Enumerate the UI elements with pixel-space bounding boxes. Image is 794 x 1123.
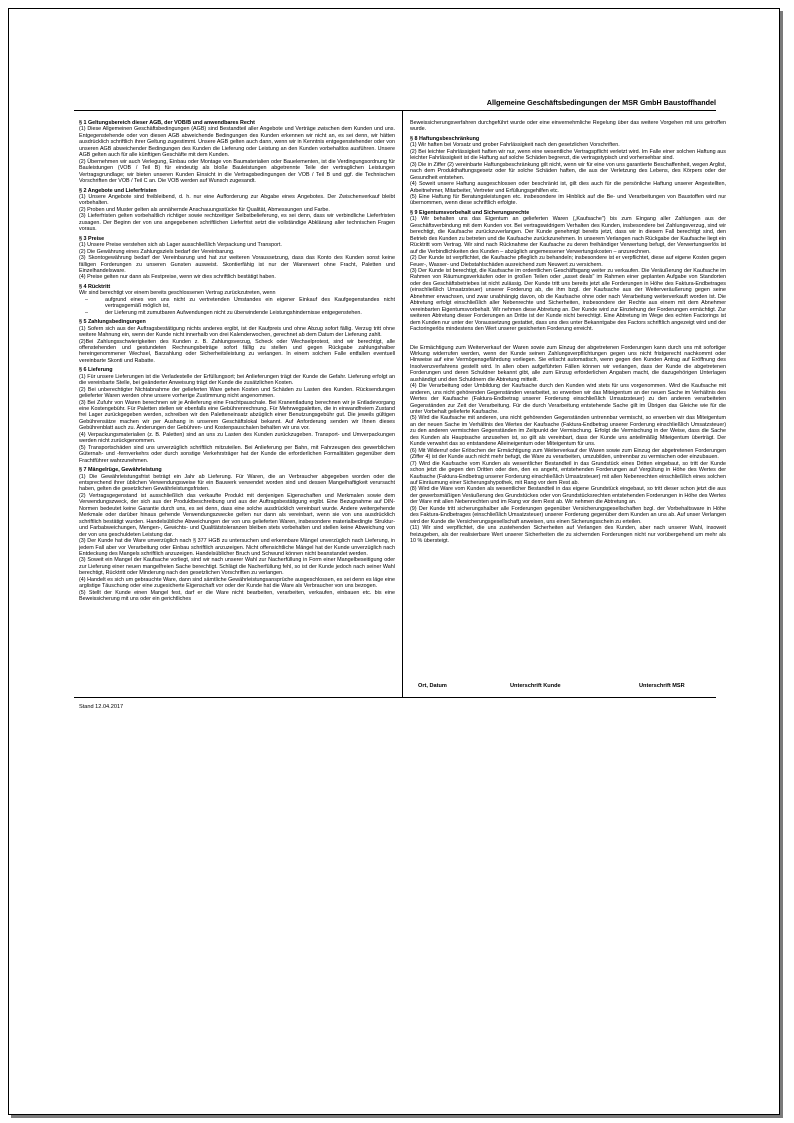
paragraph: (4) Handelt es sich um gebrauchte Ware, dann sind sämtliche Gewährleistungsansprüche ausgeschlossen, es sei denn es läge eine arglistige Täuschung oder eine zugesicherte Eigenschaft vor oder der Kunde hat die Ware als Verbraucher von uns bezogen. (79, 576, 395, 590)
signature-place-date: Ort, Datum (418, 683, 447, 689)
list-item-text: der Lieferung mit zumutbaren Aufwendungen nicht zu überwindende Leistungshindernisse entgegenstehen. (105, 309, 362, 316)
dash-bullet: – (85, 309, 88, 316)
paragraph: (3) Lieferfristen gelten vorbehaltlich richtiger sowie rechtzeitiger Selbstbelieferung, es sei denn, dass wir verbindliche Lieferfristen zusagen. Der Beginn der von uns angegebenen schriftlichen Lieferfrist setzt die vollständige Abklärung aller technischen Fragen voraus. (79, 213, 395, 233)
paragraph: (5) Eine Haftung für Beratungsleistungen etc. insbesondere im Hinblick auf die Be- und Verarbeitungen von Baustoffen wird nur übernommen, wenn diese schriftlich erfolgte. (410, 193, 726, 207)
section-heading: § 4 Rücktritt (79, 283, 111, 290)
paragraph: (1) Unsere Preise verstehen sich ab Lager ausschließlich Verpackung und Transport. (79, 242, 282, 249)
section-heading: § 7 Mängelrüge, Gewährleistung (79, 467, 162, 474)
paragraph: (1) Unsere Angebote sind freibleibend, d. h. nur eine Aufforderung zur Abgabe eines Angebotes. Der Zwischenverkauf bleibt vorbehalten. (79, 193, 395, 207)
paragraph: (4) Preise gelten nur dann als Festpreise, wenn wir dies schriftlich bestätigt haben. (79, 274, 276, 281)
paragraph: (5) Stellt der Kunde einen Mangel fest, darf er die Ware nicht bearbeiten, verarbeiten, verkaufen, einbauen etc. bis eine Beweissicherung mit uns oder ein gerichtliches (79, 589, 395, 603)
paragraph: (2) Übernehmen wir auch Verlegung, Einbau oder Montage von Baumaterialien oder Bauelementen, ist die Verdingungsordnung für Bauleistungen (VOB / Teil B) für eindeutig als bloße Bauleistungen abgetrennte Teile der vertraglichen Leistungen Vertragsgrundlage; wir bieten unseren Kunden Einsicht in die Vertragsbedingungen der VOB / Teil B und ggf. die Technischen Vorschriften der VOB / Teil C an. Die VOB werden auf Wunsch zugesandt. (79, 158, 395, 185)
signature-customer: Unterschrift Kunde (510, 683, 561, 689)
paragraph: (4) Die Verarbeitung oder Umbildung der Kaufsache durch den Kunden wird stets für uns vorgenommen. Wird die Kaufsache mit anderen, uns nicht gehörenden Gegenständen verarbeitet, so erwerben wir das Miteigentum an der neuen Sache im Verhältnis des Wertes der Kaufsache (Faktura-Endbetrag unserer Forderung einschließlich Umsatzsteuer) zu den anderen verarbeiteten Gegenständen zur Zeit der Verarbeitung. Für die durch Verarbeitung entstehende Sache gilt im Übrigen das Gleiche wie für die unter Vorbehalt gelieferte Kaufsache. (410, 383, 726, 416)
paragraph: (1) Wir haften bei Vorsatz und grober Fahrlässigkeit nach den gesetzlichen Vorschriften. (410, 142, 620, 149)
paragraph-gap (410, 333, 726, 345)
paragraph: (1) Sofern sich aus der Auftragsbestätigung nichts anderes ergibt, ist der Kaufpreis und ohne Abzug sofort fällig. Verzug tritt ohne weitere Mahnung ein, wenn der Kunde nicht innerhalb von drei Kalenderwochen, gerechnet ab dem Datum der Lieferung zahlt. (79, 325, 395, 339)
paragraph: (2) Vertragsgegenstand ist ausschließlich das verkaufte Produkt mit denjenigen Eigenschaften und Merkmalen sowie dem Verwendungszweck, der sich aus der Produktbeschreibung und aus der Auftragsbestätigung ergibt. Eine Bezugnahme auf DIN-Normen bedeutet keine Garantie durch uns, es sei denn, dass eine solche ausdrücklich vereinbart wurde. Andere weitergehende Merkmale oder darüber hinaus gehende Verwendungszwecke gelten nur dann als vereinbart, wenn sie von uns ausdrücklich schriftlich bestätigt wurden. Handelsübliche Abweichungen der von uns gelieferten Waren, insbesondere materialbedingte Struktur- und Farbabweichungen, Mengen-, Gewichts- und Qualitätstoleranzen bleiben stets vorbehalten und stellen keine Abweichung von der von uns geschuldeten Leistung dar. (79, 492, 395, 538)
paragraph: (3) Der Kunde ist berechtigt, die Kaufsache im ordentlichen Geschäftsgang weiter zu verkaufen. Die Veräußerung der Kaufsache im Rahmen von Räumungsverkäufen oder in großen Teilen oder „asset deals" im Rahmen einer geplanten Aufgabe von Standorten oder des Geschäftsbetriebes ist nicht zulässig. Der Kunde tritt uns bereits jetzt alle Forderungen in Höhe des Faktura-Endbetrages (einschließlich Umsatzsteuer) unserer Forderung ab, die ihm bzgl. der Kaufsache aus der Weiterveräußerung gegen seine Abnehmer erwachsen, und zwar unabhängig davon, ob die Kaufsache ohne oder nach Verarbeitung weiterverkauft worden ist. Die Abtretung erfolgt einschließlich aller Nebenrechte und Sicherheiten, insbesondere der Rechte aus einem mit dem Abnehmer vereinbarten Eigentumsvorbehalt. Wir nehmen diese Abtretung an. Der Kunde wird zur Einziehung der Forderungen ermächtigt. Zur weiteren Abtretung dieser Forderungen an Dritte ist der Kunde nicht berechtigt. Eine Abtretung im Wege des echten Factorings ist dem Kunden nur unter der Voraussetzung gestattet, dass uns dies unter Bekanntgabe des Factors schriftlich angezeigt wird und der Factoringerlös mindestens den Wert unserer gesicherten Forderung erreicht. (410, 267, 726, 333)
paragraph: (2) Proben und Muster gelten als annähernde Anschauungsstücke für Qualität, Abmessungen und Farbe. (79, 206, 330, 213)
paragraph: (11) Wir sind verpflichtet, die uns zustehenden Sicherheiten auf Verlangen des Kunden, aber nach unserer Wahl, insoweit freizugeben, als der realisierbare Wert unserer Sicherheiten die zu sichernden Forderungen nicht nur vorübergehend um mehr als 10 % übersteigt. (410, 525, 726, 545)
paragraph: (2)Bei Zahlungsschwierigkeiten des Kunden z. B. Zahlungsverzug, Scheck oder Wechselprotest, sind wir berechtigt, alle offenstehenden und gestundeten Rechnungsbeträge sofort fällig zu stellen und gegen Rückgabe zahlungshalber hereingenommener Wechsel, Barzahlung oder Sicherheitsleistung zu verlangen. In einem solchen Falle entfallen eventuell vereinbarte Skonti und Rabatte. (79, 338, 395, 364)
section-heading: § 6 Lieferung (79, 367, 113, 374)
paragraph: (7) Wird die Kaufsache vom Kunden als wesentlicher Bestandteil in das Grundstück eines Dritten eingebaut, so tritt der Kunde schon jetzt die gegen den Dritten oder den, den es angeht, entstehenden Forderungen auf Vergütung in Höhe des Wertes der Kaufsache (Faktura-Endbetrag unserer Forderung einschließlich Umsatzsteuer) mit allen Nebenrechten einschließlich eines solchen auf Einräumung einer Sicherungshypothek, mit Rang vor dem Rest ab. (410, 460, 726, 487)
paragraph: (3) Bei Zufuhr von Waren berechnen wir je Anlieferung eine Frachtpauschale. Bei Kranentladung berechnen wir je Entladevorgang eine Kostengebühr. Für Paletten stellen wir ebenfalls eine Gebührenrechnung. Für Mehrwegpaletten, die in einwandfreiem Zustand frei Lager zurückgegeben werden, schreiben wir den Paletteneinsatz abzüglich einer Benutzungsgebühr gut. Die jeweils gültigen Gebührensätze machen wir per Aushang in unserem Geschäftslokal bekannt. Auf Anforderung senden wir Ihnen dieses Gebührenblatt auch zu. Änderungen der Gebühren- und Kostenpauschalen behalten wir uns vor. (79, 399, 395, 432)
signature-msr: Unterschrift MSR (639, 683, 685, 689)
list-item-text: aufgrund eines von uns nicht zu vertretenden Umstandes ein eigener Einkauf des Kaufgegenstandes nicht vertragsgemäß möglich ist, (105, 296, 395, 310)
paragraph: (8) Wird die Ware vom Kunden als wesentlicher Bestandteil in das eigene Grundstück eingebaut, so tritt dieser schon jetzt die aus der gewerbsmäßigen Veräußerung des Grundstückes oder von Grundstücksrechten entstehenden Forderungen in Höhe des Wertes der Ware mit allen Nebenrechten und im Rang vor dem Rest ab. Wir nehmen die Abtretung an. (410, 486, 726, 506)
document-title: Allgemeine Geschäftsbedingungen der MSR GmbH Baustoffhandel (486, 98, 716, 107)
column-separator (402, 110, 403, 697)
paragraph: (4) Soweit unsere Haftung ausgeschlossen oder beschränkt ist, gilt dies auch für die persönliche Haftung unserer Angestellten, Arbeitnehmer, Mitarbeiter, Vertreter und Erfüllungsgehilfen etc. (410, 181, 726, 194)
list-item (79, 310, 395, 316)
paragraph: (2) Die Gewährung eines Zahlungsziels bedarf der Vereinbarung. (79, 248, 235, 255)
paragraph: (2) Bei leichter Fahrlässigkeit haften wir nur, wenn eine wesentliche Vertragspflicht verletzt wird. Im Falle einer solchen Haftung aus leichter Fahrlässigkeit ist die Haftung auf solche Schäden begrenzt, die vertragstypisch und vorhersehbar sind. (410, 148, 726, 162)
section-heading: § 9 Eigentumsvorbehalt und Sicherungsrechte (410, 209, 530, 216)
paragraph: (5) Transportschäden sind uns unverzüglich schriftlich mitzuteilen. Bei Anlieferung per Bahn, mit Fahrzeugen des gewerblichen Güternah- und -fernverkehrs oder durch sonstige Verkehrsträger hat der Kunde die erforderlichen Formalitäten gegenüber dem Frachtführer wahrzunehmen. (79, 444, 395, 464)
paragraph: (1) Für unsere Lieferungen ist die Verladestelle der Erfüllungsort; bei Anlieferungen trägt der Kunde die Gefahr. Lieferung erfolgt an die vereinbarte Stelle, bei geänderter Anweisung trägt der Kunde die zusätzlichen Kosten. (79, 373, 395, 387)
section-heading: § 5 Zahlungsbedingungen (79, 319, 146, 326)
paragraph: Wir sind berechtigt vor einem bereits geschlossenen Vertrag zurückzutreten, wenn (79, 290, 276, 297)
footer-rule (74, 697, 716, 698)
paragraph: (3) Der Kunde hat die Ware unverzüglich nach § 377 HGB zu untersuchen und erkennbare Mängel unverzüglich nach Lieferung, in jedem Fall aber vor Verarbeitung oder Einbau schriftlich anzuzeigen. Nicht offensichtliche Mängel hat der Kunde unverzüglich nach Entdeckung des Mangels schriftlich anzuzeigen. Handelsüblicher Bruch und Schwund können nicht beanstandet werden. (79, 538, 395, 557)
dash-bullet: – (85, 296, 88, 303)
paragraph: (2) Bei unberechtigter Nichtabnahme der gelieferten Ware gehen Kosten und Schäden zu Lasten des Kunden. Rücksendungen gelieferter Waren werden ohne unsere vorherige Zustimmung nicht angenommen. (79, 386, 395, 400)
paragraph: (1) Diese Allgemeinen Geschäftsbedingungen (AGB) sind Bestandteil aller Angebote und Verträge zwischen dem Kunden und uns. Entgegenstehende oder von diesen AGB abweichende Bedingungen des Kunden erkennen wir nicht an, es sei denn, wir hätten ausdrücklich schriftlich ihrer Geltung zugestimmt. Unsere AGB gelten auch dann, wenn wir in Kenntnis entgegenstehender oder von unseren AGB abweichender Bedingungen des Kunden die Lieferung oder Leistung an den Kunden vorbehaltlos ausführen. Unsere AGB gelten auch für alle künftigen Geschäfte mit dem Kunden. (79, 126, 395, 159)
document-version-date: Stand 12.04.2017 (79, 704, 124, 710)
section-heading: § 3 Preise (79, 235, 105, 242)
section-heading: § 2 Angebote und Lieferfristen (79, 187, 157, 194)
left-column (79, 120, 395, 692)
paragraph: (3) Soweit ein Mangel der Kaufsache vorliegt, sind wir nach unserer Wahl zur Nacherfüllung in Form einer Mangelbeseitigung oder zur Lieferung einer neuen mangelfreien Sache berechtigt. Schlägt die Nacherfüllung fehl, so ist der Kunde jedoch nach seiner Wahl berechtigt, Rücktritt oder Minderung nach den gesetzlichen Vorschriften zu verlangen. (79, 557, 395, 577)
header-rule (74, 110, 716, 111)
section-heading: § 8 Haftungsbeschränkung (410, 135, 480, 142)
right-column (410, 120, 726, 650)
paragraph: (4) Verpackungsmaterialien (z. B. Paletten) sind an uns zu Lasten des Kunden zurückzugeben. Transport- und Umverpackungen werden nicht zurückgenommen. (79, 431, 395, 445)
paragraph: (9) Der Kunde tritt sicherungshalber alle Forderungen gegenüber Versicherungsgesellschaften bzgl. der Vorbehaltsware in Höhe des Faktura-Endbetrages (einschließlich Umsatzsteuer) unserer Forderung gegenüber dem Kunden an uns ab. Auf unser Verlangen wird der Kunde die Versicherungsgesellschaft anweisen, uns einen Sicherungsschein zu erteilen. (410, 505, 726, 525)
list-item (79, 297, 395, 310)
paragraph: Die Ermächtigung zum Weiterverkauf der Waren sowie zum Einzug der abgetretenen Forderungen kann durch uns mit sofortiger Wirkung widerrufen werden, wenn der Kunde seinen Zahlungsverpflichtungen gegen uns nicht fristgerecht nachkommt oder Hinweise auf eine Vermögensgefährdung vorliegen. Sie erlischt automatisch, wenn gegen den Kunden Antrag auf Eröffnung des Insolvenzverfahrens gestellt wird. In allen oben aufgeführten Fällen können wir verlangen, dass der Kunde die abgetretenen Forderungen und deren Schuldner bekannt gibt, alle zum Einzug erforderlichen Angaben macht, die dazugehörigen Unterlagen aushändigt und den Schuldnern die Abtretung mitteilt. (410, 344, 726, 383)
paragraph: (1) Wir behalten uns das Eigentum an gelieferten Waren („Kaufsache") bis zum Eingang aller Zahlungen aus der Geschäftsverbindung mit dem Kunden vor. Bei vertragswidrigem Verhalten des Kunden, insbesondere bei Zahlungsverzug, sind wir berechtigt, die Kaufsache zurückzuverlangen. Der Kunde genehmigt bereits jetzt, dass wir in diesem Fall berechtigt sind, den Betrieb des Kunden zu betreten und die Kaufsache zurückzunehmen. In unserem Verlangen nach Rückgabe der Kaufsache liegt ein Rücktritt vom Vertrag. Wir sind nach Rücknahme der Kaufsache zu deren freihändiger Verwertung befugt, der Verwertungserlös ist auf die Verbindlichkeiten des Kunden – abzüglich angemessener Verwertungskosten – anzurechnen. (410, 216, 726, 255)
paragraph: (3) Skontogewährung bedarf der Vereinbarung und hat zur weiteren Voraussetzung, dass das Konto des Kunden sonst keine fälligen Forderungen zu unseren Gunsten ausweist. Skontierfähig ist nur der Warenwert ohne Fracht, Paletten und Einzelhandelsware. (79, 255, 395, 274)
section-heading: § 1 Geltungsbereich dieser AGB, der VOB/B und anwendbares Recht (79, 120, 255, 126)
paragraph: Beweissicherungsverfahren durchgeführt wurde oder eine einvernehmliche Regelung über das weitere Vorgehen mit uns getroffen wurde. (410, 120, 726, 133)
paragraph: (2) Der Kunde ist verpflichtet, die Kaufsache pfleglich zu behandeln; insbesondere ist er verpflichtet, diese auf eigene Kosten gegen Feuer-, Wasser- und Diebstahlschäden ausreichend zum Neuwert zu versichern. (410, 255, 726, 268)
paragraph: (6) Mit Widerruf oder Erlöschen der Ermächtigung zum Weiterverkauf der Waren sowie zum Einzug der abgetretenen Forderungen (Ziffer 4) ist der Kunde auch nicht mehr befugt, die Ware zu verarbeiten, umzubilden, untrennbar zu vermischen oder einzubauen. (410, 447, 726, 461)
paragraph: (1) Die Gewährleistungsfrist beträgt ein Jahr ab Lieferung. Für Waren, die an Verbraucher abgegeben worden oder die entsprechend ihrer üblichen Verwendungsweise für ein Bauwerk verwendet worden sind und dessen Mangelhaftigkeit verursacht haben, gelten die gesetzlichen Gewährleistungsfristen. (79, 473, 395, 493)
paragraph: (3) Die in Ziffer (2) vereinbarte Haftungsbeschränkung gilt nicht, wenn wir für eine von uns garantierte Beschaffenheit, wegen Arglist, nach dem Produkthaftungsgesetz oder für solche Schäden haften, die aus der Verletzung des Lebens, des Körpers oder der Gesundheit entstehen. (410, 161, 726, 181)
paragraph: (5) Wird die Kaufsache mit anderen, uns nicht gehörenden Gegenständen untrennbar vermischt, so erwerben wir das Miteigentum an der neuen Sache im Verhältnis des Wertes der Kaufsache (Faktura-Endbetrag unserer Forderung einschließlich Umsatzsteuer) zu den anderen vermischten Gegenständen im Zeitpunkt der Vermischung. Erfolgt die Vermischung in der Weise, dass die Sache des Kunden als Hauptsache anzusehen ist, so gilt als vereinbart, dass der Kunde uns anteilmäßig Miteigentum überträgt. Der Kunde verwahrt das so entstandene Alleineigentum oder Miteigentum für uns. (410, 415, 726, 448)
